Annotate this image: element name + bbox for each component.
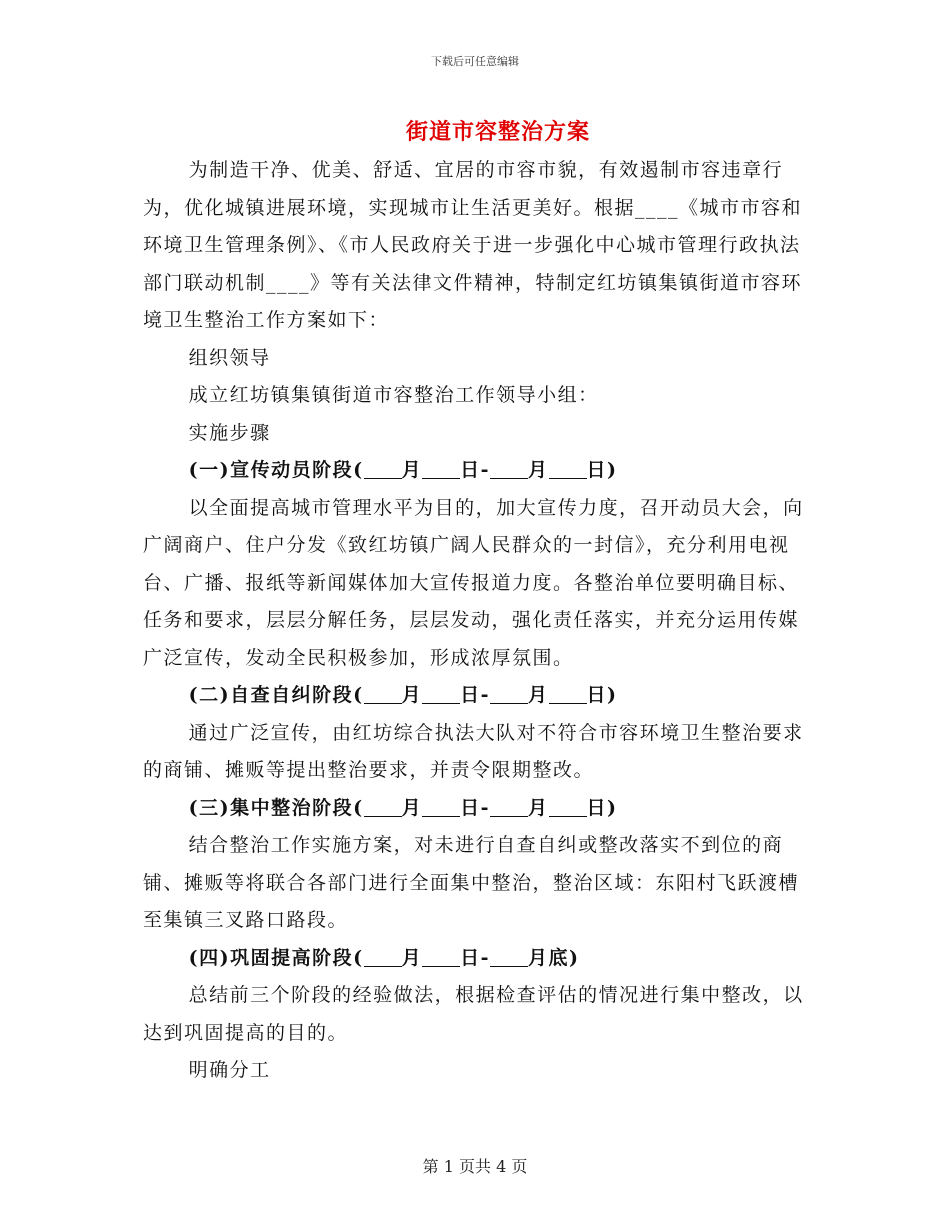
stage-1-blank: [549, 459, 587, 479]
stage-2-blank: [422, 684, 460, 704]
stage-3-paragraph: 结合整治工作实施方案，对未进行自查自纠或整改落实不到位的商铺、摊贩等将联合各部门进行全面集中整治，整治区域：东阳村飞跃渡槽至集镇三叉路口路段。: [143, 834, 800, 931]
header-note: 下载后可任意编辑: [431, 55, 519, 68]
stage-1-end: 日): [586, 459, 618, 481]
stage-3-name: (三)集中整治阶段(: [188, 796, 364, 819]
stage-1-blank: [364, 459, 402, 479]
stage-2-blank: [490, 684, 528, 704]
stage-1-paragraph: 以全面提高城市管理水平为目的，加大宣传力度，召开动员大会，向广阔商户、住户分发《致红坊镇广阔人民群众的一封信》，充分利用电视台、广播、报纸等新闻媒体加大宣传报道力度。各整治单位要明确目标、任务和要求，层层分解任务，层层发动，强化责任落实，并充分运用传媒广泛宣传，发动全民积极参加，形成浓厚氛围。: [143, 496, 804, 669]
stage-3-blank: [490, 797, 528, 817]
section-heading-steps: 实施步骤: [188, 421, 271, 444]
stage-3-month-2: 月: [527, 796, 549, 819]
stage-4-blank: [490, 947, 528, 967]
document-body: [143, 152, 811, 1090]
stage-heading-2: [143, 677, 811, 715]
stage-1-day: 日-: [460, 459, 490, 481]
stage-2-blank: [549, 684, 587, 704]
stage-4-end: 月底): [527, 946, 580, 969]
section-heading-duty: 明确分工: [188, 1059, 271, 1081]
stage-1-month: 月: [401, 459, 423, 481]
intro-paragraph: 为制造干净、优美、舒适、宜居的市容市貌，有效遏制市容违章行为，优化城镇进展环境，实现城市让生活更美好。根据____《城市市容和环境卫生管理条例》、《市人民政府关于进一步强化中心城市管理行政执法部门联动机制____》等有关法律文件精神，特制定红坊镇集镇街道市容环境卫生整治工作方案如下：: [143, 159, 803, 331]
stage-4-name: (四)巩固提高阶段(: [188, 946, 364, 969]
stage-4-blank: [364, 947, 402, 967]
leadership-group-paragraph: 成立红坊镇集镇街道市容整治工作领导小组：: [188, 384, 599, 406]
stage-3-blank: [549, 797, 587, 817]
stage-1-name: (一)宣传动员阶段(: [188, 459, 364, 481]
stage-4-day: 日-: [460, 946, 490, 969]
stage-4-blank: [422, 947, 460, 967]
stage-heading-3: [143, 790, 811, 828]
stage-3-blank: [364, 797, 402, 817]
stage-3-day: 日-: [460, 796, 490, 819]
stage-2-paragraph: 通过广泛宣传，由红坊综合执法大队对不符合市容环境卫生整治要求的商铺、摊贩等提出整治要求，并责令限期整改。: [143, 721, 804, 781]
stage-2-blank: [364, 684, 402, 704]
stage-1-blank: [490, 459, 528, 479]
stage-3-month: 月: [401, 796, 423, 819]
stage-4-paragraph: 总结前三个阶段的经验做法，根据检查评估的情况进行集中整改，以达到巩固提高的目的。: [143, 984, 804, 1044]
stage-4-month: 月: [401, 946, 423, 969]
page-number: 第 1 页共 4 页: [422, 1157, 528, 1176]
stage-2-month-2: 月: [527, 684, 549, 706]
stage-heading-4: [143, 940, 811, 978]
document-title: 街道市容整治方案: [405, 119, 590, 145]
stage-3-end: 日): [586, 796, 618, 819]
stage-2-day: 日-: [460, 684, 490, 706]
stage-1-blank: [422, 459, 460, 479]
section-heading-organization: 组织领导: [188, 346, 271, 369]
stage-2-name: (二)自查自纠阶段(: [188, 684, 364, 706]
stage-heading-1: [143, 452, 811, 490]
stage-1-month-2: 月: [527, 459, 549, 481]
stage-2-end: 日): [586, 684, 618, 706]
stage-2-month: 月: [401, 684, 423, 706]
stage-3-blank: [422, 797, 460, 817]
